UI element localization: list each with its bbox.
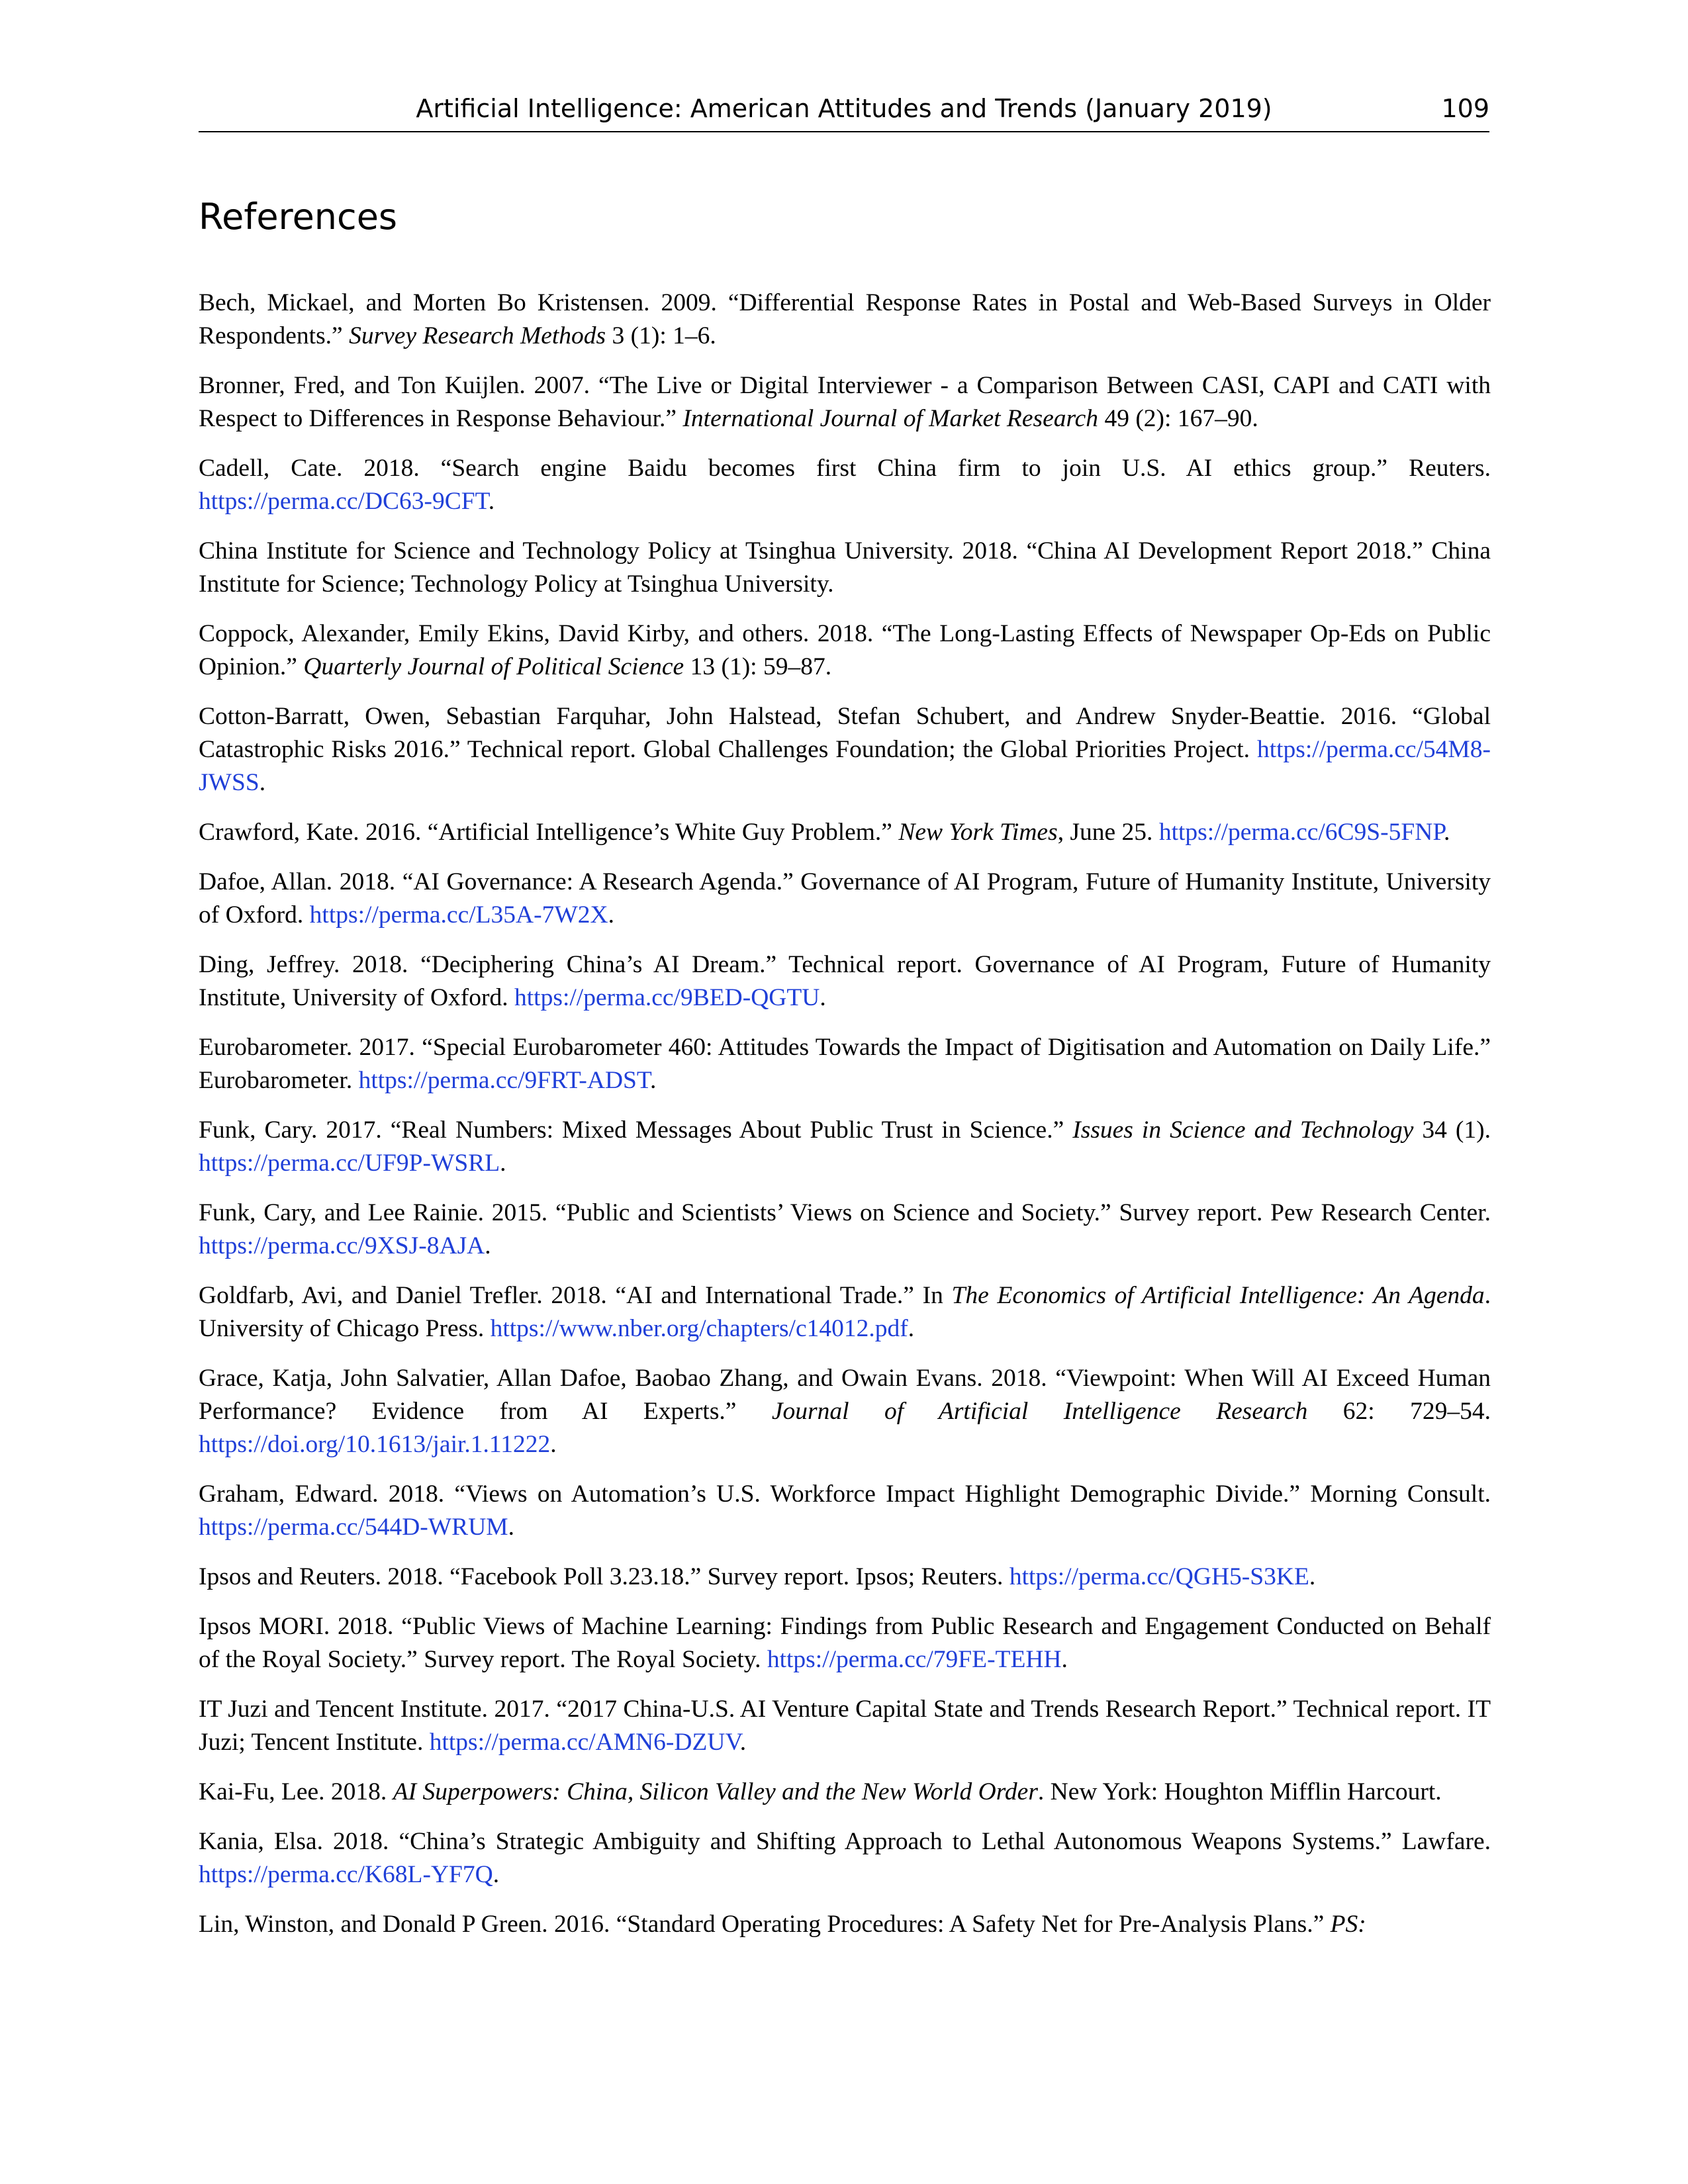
reference-end-punct: . (259, 769, 266, 796)
reference-entry (199, 452, 1491, 518)
reference-link[interactable]: https://doi.org/10.1613/jair.1.11222 (199, 1431, 551, 1458)
reference-end-punct: . (820, 984, 826, 1011)
reference-entry (199, 1776, 1491, 1809)
reference-text: Goldfarb, Avi, and Daniel Trefler. 2018. “AI and International Trade.” In (199, 1282, 952, 1309)
reference-end-punct: . (550, 1431, 557, 1458)
reference-link[interactable]: https://perma.cc/DC63-9CFT (199, 488, 489, 515)
reference-text: Ding, Jeffrey. 2018. “Deciphering China’s AI Dream.” Technical report. Governance of AI Program, Future of Humanity Institute, University of Oxford. (199, 951, 1491, 1011)
reference-entry (199, 1610, 1491, 1676)
reference-text: Graham, Edward. 2018. “Views on Automation’s U.S. Workforce Impact Highlight Demographic Divide.” Morning Consult. (199, 1480, 1491, 1508)
reference-text: Cotton-Barratt, Owen, Sebastian Farquhar, John Halstead, Stefan Schubert, and Andrew Snyder-Beattie. 2016. “Global Catastrophic Risks 2016.” Technical report. Global Challenges Foundation; the Global Priorities Project. (199, 703, 1491, 763)
reference-link[interactable]: https://perma.cc/9BED-QGTU (514, 984, 820, 1011)
reference-entry (199, 1197, 1491, 1263)
reference-link[interactable]: https://perma.cc/79FE-TEHH (767, 1646, 1062, 1673)
reference-details: 34 (1). (1413, 1116, 1491, 1144)
reference-end-punct: . (488, 488, 495, 515)
reference-end-punct: . (908, 1315, 915, 1342)
reference-source-title: The Economics of Artificial Intelligence: An Agenda (951, 1282, 1485, 1309)
reference-entry (199, 1478, 1491, 1544)
reference-source-title: New York Times (898, 819, 1058, 846)
reference-end-punct: . (1309, 1563, 1316, 1590)
reference-details: 13 (1): 59–87. (684, 653, 832, 680)
reference-end-punct: . (1061, 1646, 1068, 1673)
section-title: References (199, 196, 398, 238)
reference-entry (199, 287, 1491, 353)
reference-link[interactable]: https://perma.cc/AMN6-DZUV (429, 1729, 740, 1756)
reference-entry (199, 1693, 1491, 1759)
reference-link[interactable]: https://www.nber.org/chapters/c14012.pdf (490, 1315, 908, 1342)
reference-text: Grace, Katja, John Salvatier, Allan Dafoe, Baobao Zhang, and Owain Evans. 2018. “Viewpoint: When Will AI Exceed Human Performance? Evidence from AI Experts.” (199, 1365, 1491, 1425)
reference-entry (199, 948, 1491, 1015)
reference-entry (199, 535, 1491, 601)
reference-text: Coppock, Alexander, Emily Ekins, David Kirby, and others. 2018. “The Long-Lasting Effects of Newspaper Op-Eds on Public Opinion.” (199, 620, 1491, 680)
reference-text: Kai-Fu, Lee. 2018. (199, 1778, 393, 1805)
reference-source-title: International Journal of Market Research (682, 405, 1099, 432)
reference-entry (199, 1908, 1491, 1941)
reference-text: Bronner, Fred, and Ton Kuijlen. 2007. “The Live or Digital Interviewer - a Comparison Between CASI, CAPI and CATI with Respect to Differences in Response Behaviour.” (199, 372, 1491, 432)
reference-source-title: AI Superpowers: China, Silicon Valley and the New World Order (393, 1778, 1038, 1805)
reference-link[interactable]: https://perma.cc/L35A-7W2X (309, 901, 608, 929)
reference-end-punct: . (485, 1232, 491, 1259)
reference-entry (199, 1362, 1491, 1461)
reference-end-punct: . (739, 1729, 747, 1756)
reference-details: , June 25. (1057, 819, 1159, 846)
reference-details: . University of Chicago Press. (199, 1282, 1491, 1342)
reference-entry (199, 617, 1491, 684)
reference-entry (199, 700, 1491, 799)
reference-text: Lin, Winston, and Donald P Green. 2016. “Standard Operating Procedures: A Safety Net for Pre-Analysis Plans.” (199, 1911, 1331, 1938)
reference-text: Cadell, Cate. 2018. “Search engine Baidu becomes first China firm to join U.S. AI ethics group.” Reuters. (199, 455, 1491, 482)
reference-link[interactable]: https://perma.cc/9FRT-ADST (358, 1067, 651, 1094)
reference-entry (199, 816, 1491, 849)
reference-text: Bech, Mickael, and Morten Bo Kristensen. 2009. “Differential Response Rates in Postal and Web-Based Surveys in Older Respondents.” (199, 289, 1491, 349)
reference-entry (199, 866, 1491, 932)
reference-link[interactable]: https://perma.cc/544D-WRUM (199, 1514, 508, 1541)
reference-end-punct: . (650, 1067, 657, 1094)
reference-link[interactable]: https://perma.cc/9XSJ-8AJA (199, 1232, 485, 1259)
reference-text: Kania, Elsa. 2018. “China’s Strategic Ambiguity and Shifting Approach to Lethal Autonomous Weapons Systems.” Lawfare. (199, 1828, 1491, 1855)
reference-link[interactable]: https://perma.cc/54M8-JWSS (199, 736, 1491, 796)
running-title: Artificial Intelligence: American Attitudes and Trends (January 2019) (416, 94, 1272, 123)
reference-text: Ipsos and Reuters. 2018. “Facebook Poll 3.23.18.” Survey report. Ipsos; Reuters. (199, 1563, 1009, 1590)
reference-source-title: Issues in Science and Technology (1072, 1116, 1414, 1144)
reference-text: Funk, Cary. 2017. “Real Numbers: Mixed Messages About Public Trust in Science.” (199, 1116, 1073, 1144)
reference-entry (199, 1561, 1491, 1594)
reference-details: 49 (2): 167–90. (1098, 405, 1258, 432)
reference-end-punct: . (508, 1514, 514, 1541)
reference-details: 3 (1): 1–6. (606, 322, 716, 349)
reference-entry (199, 1279, 1491, 1345)
reference-source-title: Quarterly Journal of Political Science (303, 653, 684, 680)
reference-entry (199, 369, 1491, 435)
reference-end-punct: . (608, 901, 614, 929)
reference-source-title: Survey Research Methods (349, 322, 606, 349)
reference-text: Funk, Cary, and Lee Rainie. 2015. “Public and Scientists’ Views on Science and Society.” Survey report. Pew Research Center. (199, 1199, 1491, 1226)
reference-link[interactable]: https://perma.cc/UF9P-WSRL (199, 1150, 500, 1177)
reference-entry (199, 1825, 1491, 1891)
reference-text: Crawford, Kate. 2016. “Artificial Intelligence’s White Guy Problem.” (199, 819, 899, 846)
running-header (199, 93, 1489, 132)
reference-list (199, 287, 1491, 1958)
reference-end-punct: . (1444, 819, 1450, 846)
reference-source-title: PS: (1330, 1911, 1366, 1938)
reference-text: China Institute for Science and Technology Policy at Tsinghua University. 2018. “China AI Development Report 2018.” China Institute for Science; Technology Policy at Tsinghua University. (199, 537, 1491, 598)
reference-details: . New York: Houghton Mifflin Harcourt. (1037, 1778, 1442, 1805)
reference-link[interactable]: https://perma.cc/K68L-YF7Q (199, 1861, 493, 1888)
reference-link[interactable]: https://perma.cc/6C9S-5FNP (1158, 819, 1444, 846)
reference-link[interactable]: https://perma.cc/QGH5-S3KE (1009, 1563, 1309, 1590)
reference-end-punct: . (500, 1150, 506, 1177)
reference-entry (199, 1114, 1491, 1180)
reference-end-punct: . (492, 1861, 500, 1888)
reference-text: IT Juzi and Tencent Institute. 2017. “2017 China-U.S. AI Venture Capital State and Trends Research Report.” Technical report. IT Juzi; Tencent Institute. (199, 1696, 1491, 1756)
reference-text: Ipsos MORI. 2018. “Public Views of Machine Learning: Findings from Public Research and Engagement Conducted on Behalf of the Royal Society.” Survey report. The Royal Society. (199, 1613, 1491, 1673)
reference-entry (199, 1031, 1491, 1097)
reference-source-title: Journal of Artificial Intelligence Research (771, 1398, 1308, 1425)
page-number: 109 (1441, 94, 1489, 123)
reference-text: Eurobarometer. 2017. “Special Eurobarometer 460: Attitudes Towards the Impact of Digitisation and Automation on Daily Life.” Eurobarometer. (199, 1034, 1491, 1094)
reference-text: Dafoe, Allan. 2018. “AI Governance: A Research Agenda.” Governance of AI Program, Future of Humanity Institute, University of Oxford. (199, 868, 1491, 929)
reference-details: 62: 729–54. (1307, 1398, 1491, 1425)
